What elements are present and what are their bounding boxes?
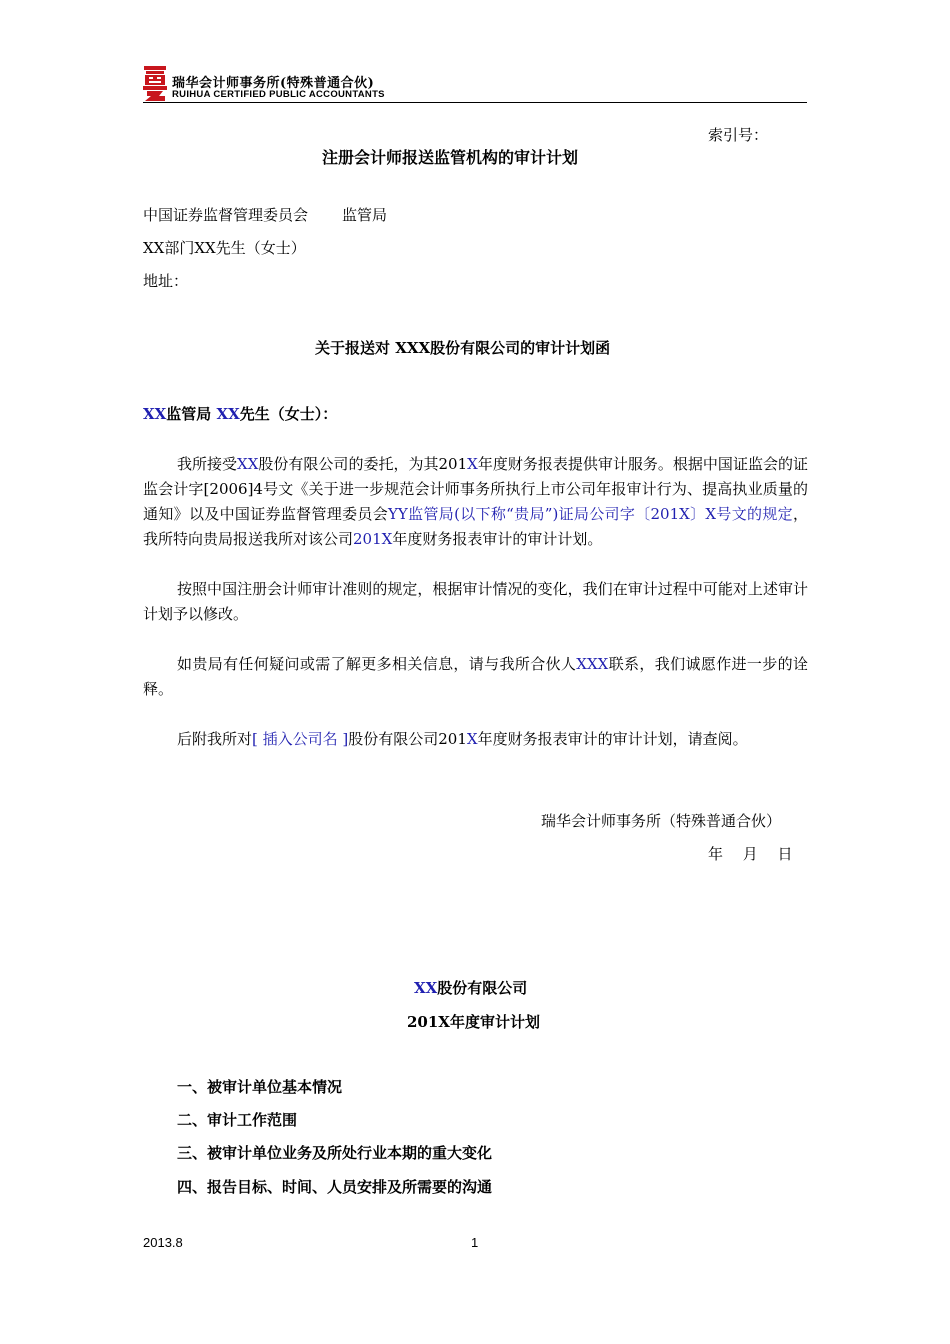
salutation bbox=[143, 407, 337, 422]
p1-text-c: 股份有限公司的委托，为其201 bbox=[258, 455, 468, 473]
plan-company-suffix: 股份有限公司 bbox=[437, 979, 528, 997]
p1-text-g: ，我所特向贵局报送我所对该公司 bbox=[143, 505, 808, 548]
plan-company bbox=[414, 981, 527, 996]
salutation-person-placeholder: XX bbox=[216, 405, 240, 423]
p4-text-a: 后附我所对 bbox=[177, 730, 253, 748]
letter-title: 关于报送对 XXX股份有限公司的审计计划函 bbox=[315, 339, 611, 357]
addressee-bureau: 监管局 bbox=[342, 206, 388, 224]
salutation-bureau-placeholder: XX bbox=[143, 405, 167, 423]
plan-section-4: 四、报告目标、时间、人员安排及所需要的沟通 bbox=[177, 1178, 493, 1196]
addressee-line bbox=[143, 208, 387, 223]
p3-partner-placeholder: XXX bbox=[576, 655, 609, 673]
p1-regulation-placeholder: YY监管局(以下称“贵局”)证局公司字〔201X〕X号文的规定 bbox=[388, 505, 793, 523]
plan-section-1: 一、被审计单位基本情况 bbox=[177, 1078, 343, 1096]
plan-title: 201X年度审计计划 bbox=[407, 1013, 540, 1031]
addressee-person: XX部门XX先生（女士） bbox=[143, 239, 306, 257]
p4-text-e: 年度财务报表审计的审计计划，请查阅。 bbox=[477, 730, 748, 748]
plan-company-placeholder: XX bbox=[414, 979, 438, 997]
ruihua-logo-icon bbox=[143, 66, 167, 102]
signature-date: 年 月 日 bbox=[708, 845, 793, 863]
footer-date: 2013.8 bbox=[143, 1235, 183, 1250]
plan-section-3: 三、被审计单位业务及所处行业本期的重大变化 bbox=[177, 1144, 493, 1162]
p4-year-placeholder: X bbox=[466, 730, 478, 748]
p4-company-name-placeholder: [ 插入公司名 ] bbox=[252, 730, 349, 748]
plan-section-2: 二、审计工作范围 bbox=[177, 1111, 298, 1129]
p1-text-a: 我所接受 bbox=[177, 455, 238, 473]
page-number: 1 bbox=[471, 1235, 479, 1250]
index-number-label: 索引号： bbox=[708, 126, 769, 144]
firm-name-cn: 瑞华会计师事务所(特殊普通合伙) bbox=[172, 76, 375, 91]
firm-name-en: RUIHUA CERTIFIED PUBLIC ACCOUNTANTS bbox=[172, 89, 385, 100]
document-title: 注册会计师报送监管机构的审计计划 bbox=[322, 148, 579, 167]
salutation-person: 先生（女士）： bbox=[239, 405, 338, 423]
p3-text-a: 如贵局有任何疑问或需了解更多相关信息，请与我所合伙人 bbox=[177, 655, 577, 673]
addressee-address-label: 地址： bbox=[143, 272, 189, 290]
paragraph-engagement bbox=[143, 452, 808, 552]
addressee-org: 中国证券监督管理委员会 bbox=[143, 206, 309, 224]
header-divider bbox=[143, 102, 807, 103]
salutation-bureau: 监管局 bbox=[166, 405, 217, 423]
paragraph-attachment bbox=[143, 727, 808, 752]
p1-company-placeholder: XX bbox=[237, 455, 259, 473]
p1-year-placeholder-2: 201X bbox=[353, 530, 393, 548]
p1-text-i: 年度财务报表审计的审计计划。 bbox=[392, 530, 603, 548]
p4-text-c: 股份有限公司201 bbox=[348, 730, 467, 748]
paragraph-contact bbox=[143, 652, 808, 702]
signature-firm: 瑞华会计师事务所（特殊普通合伙） bbox=[541, 812, 782, 830]
paragraph-modification: 按照中国注册会计师审计准则的规定，根据审计情况的变化，我们在审计过程中可能对上述审计计划予以修改。 bbox=[143, 580, 808, 623]
p3-text-c: 联系，我们诚愿作进一步的诠释。 bbox=[143, 655, 808, 698]
p1-year-placeholder: X bbox=[467, 455, 478, 473]
p1-text-e: 年度财务报表提供审计服务。根据中国证监会的证监会计字[2006]4号文《关于进一步规范会计师事务所执行上市公司年报审计行为、提高执业质量的通知》以及中国证券监督管理委员会 bbox=[143, 455, 808, 523]
